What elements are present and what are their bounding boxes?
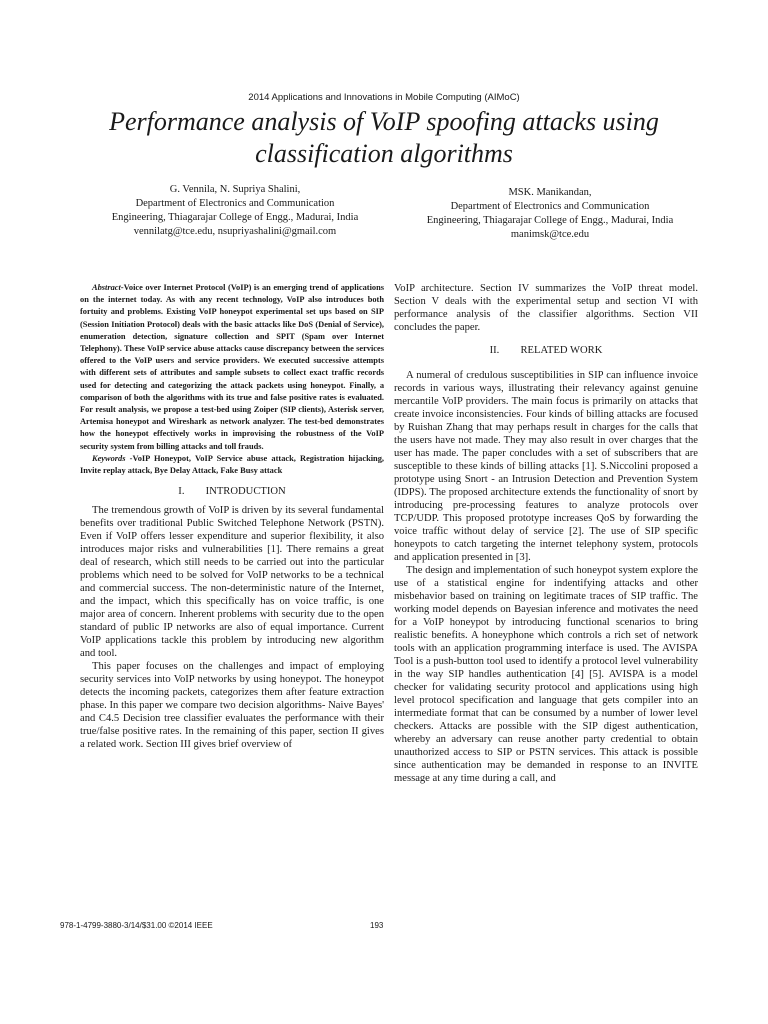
paper-title-line-1: Performance analysis of VoIP spoofing attacks using (109, 107, 659, 136)
intro-paragraph-2: This paper focuses on the challenges and impact of employing security services into VoIP networks by using honeypot. The honeypot detects the incoming packets, categorizes them after feature extraction phase. In this paper we compare two decision algorithms- Naive Bayes' and C4.5 Decision tree classifier evaluates the performance with their true/false positive rates. In the remaining of this paper, section II gives a related work. Section III gives brief overview of (80, 661, 384, 751)
keywords-text: -VoIP Honeypot, VoIP Service abuse attack, Registration hijacking, Invite replay attack, Bye Delay Attack, Fake Busy attack (80, 453, 384, 476)
abstract-label: Abstract- (92, 283, 124, 292)
abstract-text: Voice over Internet Protocol (VoIP) is an emerging trend of applications on the internet today. As with any recent technology, VoIP also introduces both fortuity and problems. Existing VoIP honeypot experimental set ups based on SIP (Session Initiation Protocol) deals with the basic attacks like DoS (Denial of Service), enumeration detection, signature collection and SPIT (Spam over Internet Telephony). These VoIP service abuse attacks cause discrepancy between the services offered to the VoIP users and service providers. We executed successive attempts with different sets of attributes and sample subsets to collect exact traffic records used for detecting and categorizing the attack packets using honeypot. Finally, a comparison of both the algorithms with its true and false positive rates is evaluated. For result analysis, we propose a test-bed using Zoiper (SIP clients), Asterisk server, Artemisa honeypot and Wireshark as network analyzer. The test-bed demonstrates how the honeypot effectively works in improvising the robustness of the VoIP security system from billing attacks and toll frauds. (80, 283, 384, 451)
keywords (80, 453, 384, 477)
related-paragraph-1: A numeral of credulous susceptibilities in SIP can influence invoice records in various ways, illustrating their relevancy against genuine mercantile VoIP providers. The main focus is primarily on attacks that create invoice inconsistencies. Four kinds of billing attacks are focused by Ruishan Zhang that may perhaps result in charges for the calls that the users have not made. They may also result in over charges that the user has made. The paper concludes with a set of subscribers that are susceptible to these kinds of billing attacks [1]. S.Niccolini proposed a prototype using Snort - an Intrusion Detection and Prevention System (IDPS). The proposed architecture extends the functionality of snort by introducing pre-processing features to analyze protocols over TCP/UDP. This proposed prototype increases QoS by forwarding the voice traffic without delay of service [2]. The use of SIP specific honeypots to catch targeting the internet telephony system, protocols and application presented in [3]. (394, 370, 698, 563)
section-heading-related-work: II. RELATED WORK (489, 345, 603, 356)
paper-title-line-2: classification algorithms (255, 139, 513, 168)
intro-paragraph-1: The tremendous growth of VoIP is driven by its several fundamental benefits over traditional Public Switched Telephone Network (PSTN). Even if VoIP offers lesser expenditure and superior flexibility, it also introduces major risks and vulnerabilities [1]. There remains a great deal of research, which still needs to be carried out into the particular problems which need to be solved for VoIP networks to be a technical and commercial success. The non-deterministic nature of the Internet, and the impact, which this specifically has on voice traffic, is one major area of concern. Inherent problems with security due to the open standard of public IP networks are also of equal importance. Current VoIP applications tackle this problem by introducing new algorithm and tool. (80, 505, 384, 660)
author-department: Department of Electronics and Communication (135, 198, 335, 209)
intro-paragraph-continued: VoIP architecture. Section IV summarizes the VoIP threat model. Section V deals with the experimental setup and section VI with performance analysis of the classifier algorithms. Section VII concludes the paper. (394, 283, 698, 333)
conference-header: 2014 Applications and Innovations in Mobile Computing (AIMoC) (248, 92, 520, 103)
page-number: 193 (370, 921, 384, 930)
author-names: G. Vennila, N. Supriya Shalini, (169, 184, 301, 195)
abstract (80, 282, 384, 453)
keywords-label: Keywords (92, 453, 126, 463)
left-column (80, 282, 384, 751)
right-column (394, 282, 698, 785)
section-heading-introduction: I. INTRODUCTION (178, 486, 286, 498)
author-department: Department of Electronics and Communication (450, 201, 650, 212)
author-email: vennilatg@tce.edu, nsupriyashalini@gmail.com (133, 226, 337, 237)
author-affiliation: Engineering, Thiagarajar College of Engg., Madurai, India (111, 212, 359, 223)
author-block-2 (400, 186, 700, 242)
author-email: manimsk@tce.edu (510, 229, 590, 240)
paper-title (50, 106, 718, 170)
author-block-1 (70, 183, 400, 239)
author-names: MSK. Manikandan, (508, 187, 592, 198)
copyright-notice: 978-1-4799-3880-3/14/$31.00 ©2014 IEEE (60, 921, 213, 930)
author-affiliation: Engineering, Thiagarajar College of Engg., Madurai, India (426, 215, 674, 226)
related-paragraph-2: The design and implementation of such honeypot system explore the use of a statistical engine for indentifying attacks and other misbehavior based on training on legitimate traces of SIP traffic. The working model depends on Bayesian inference and motivates the need for a VoIP honeypot by introducing functional scenarios to bring realistic benefits. A honeyphone which controls a rich set of network tools with an application programming interface is used. The AVISPA Tool is a push-button tool used to identify a protocol level vulnerability in the way SIP handles authentication [4] [5]. AVISPA is a model checker for validating security protocol and applications using high level protocol specification and language that gets compiler into an intermediate format that can be consumed by a number of lower level checkers. Attacks are possible with the SIP digest authentication, whereby an adversary can reuse another party credential to obtain unauthorized access to SIP or PSTN services. This attack is possible since authentication may be demanded in response to an INVITE message at any time during a call, and (394, 565, 698, 784)
